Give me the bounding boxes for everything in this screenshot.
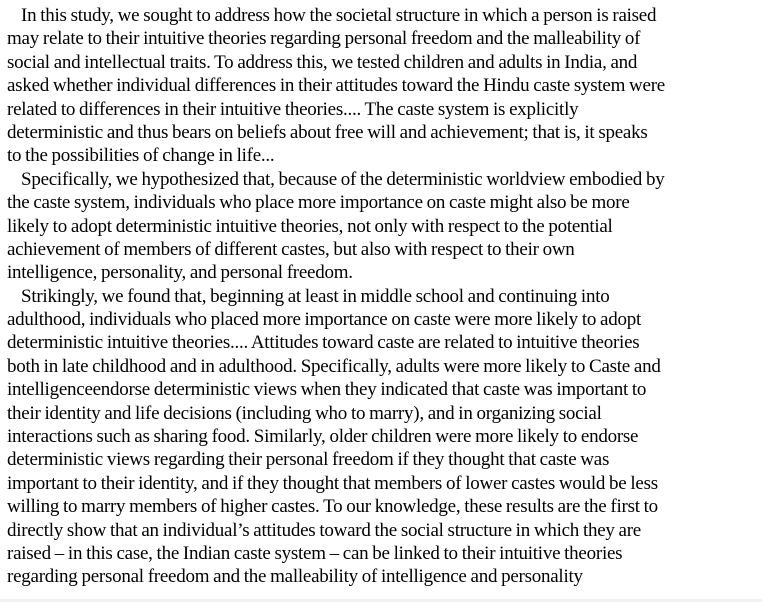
paragraph-line: deterministic and thus bears on beliefs about free will and achievement; that is, it speaks bbox=[7, 121, 648, 143]
paragraph-line: achievement of members of different castes, but also with respect to their own bbox=[7, 238, 575, 260]
paragraph-line: Specifically, we hypothesized that, because of the deterministic worldview embodied by bbox=[21, 168, 665, 190]
paragraph-line: Strikingly, we found that, beginning at least in middle school and continuing into bbox=[21, 285, 610, 307]
paragraph-line: regarding personal freedom and the malleability of intelligence and personality bbox=[7, 566, 583, 588]
paragraph-line: related to differences in their intuitive theories.... The caste system is explicitly bbox=[7, 98, 579, 120]
paragraph-line: willing to marry members of higher castes. To our knowledge, these results are the first to bbox=[7, 496, 658, 518]
paragraph-3 bbox=[7, 285, 760, 589]
paragraph-line: interactions such as sharing food. Similarly, older children were more likely to endorse bbox=[7, 426, 639, 448]
paragraph-line: asked whether individual differences in their attitudes toward the Hindu caste system were bbox=[7, 75, 665, 97]
paragraph-line: the caste system, individuals who place more importance on caste might also be more bbox=[7, 192, 630, 214]
paragraph-line: deterministic views regarding their personal freedom if they thought that caste was bbox=[7, 449, 610, 471]
paragraph-line: intelligenceendorse deterministic views when they indicated that caste was important to bbox=[7, 379, 647, 401]
paragraph-line: their identity and life decisions (including who to marry), and in organizing social bbox=[7, 402, 602, 424]
paragraph-1 bbox=[7, 4, 760, 168]
paragraph-line: may relate to their intuitive theories regarding personal freedom and the malleability of bbox=[7, 28, 641, 50]
paragraph-line: deterministic intuitive theories.... Attitudes toward caste are related to intuitive theories bbox=[7, 332, 640, 354]
paragraph-line: important to their identity, and if they thought that members of lower castes would be less bbox=[7, 472, 658, 494]
paragraph-line: to the possibilities of change in life... bbox=[7, 145, 275, 167]
paragraph-line: In this study, we sought to address how the societal structure in which a person is raised bbox=[21, 5, 657, 26]
paragraph-line: directly show that an individual’s attitudes toward the social structure in which they are bbox=[7, 519, 641, 541]
paragraph-line: adulthood, individuals who placed more importance on caste were more likely to adopt bbox=[7, 309, 641, 331]
paragraph-line: likely to adopt deterministic intuitive theories, not only with respect to the potential bbox=[7, 215, 613, 237]
paragraph-line: raised – in this case, the Indian caste system – can be linked to their intuitive theories bbox=[7, 542, 623, 564]
paragraph-line: social and intellectual traits. To address this, we tested children and adults in India, and bbox=[7, 51, 638, 73]
paragraph-2 bbox=[7, 168, 760, 285]
paragraph-line: both in late childhood and in adulthood. Specifically, adults were more likely to Caste and bbox=[7, 355, 661, 377]
paragraph-line: intelligence, personality, and personal freedom. bbox=[7, 262, 353, 284]
